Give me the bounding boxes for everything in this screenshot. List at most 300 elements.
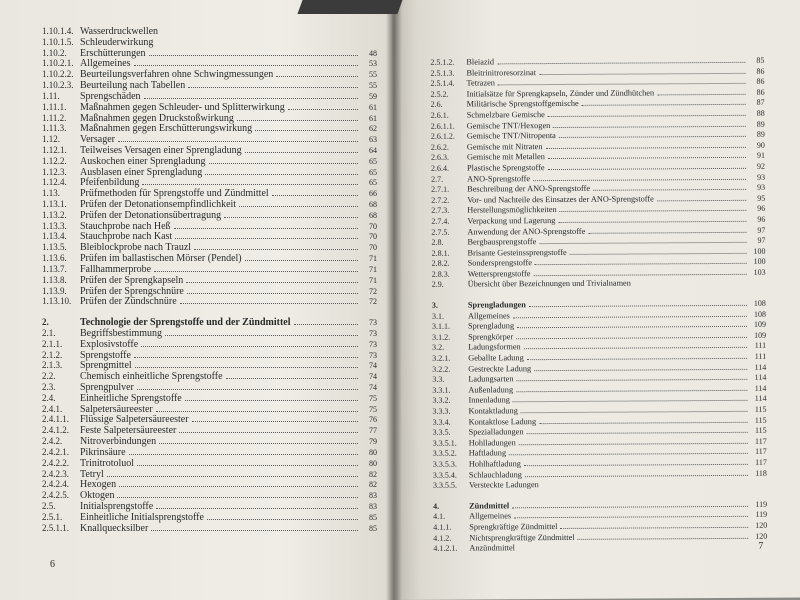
toc-section-title: Militärische Sprengstoffgemische: [466, 99, 579, 109]
toc-page-number: 115: [754, 425, 767, 435]
toc-page-number: 89: [756, 129, 765, 139]
toc-section-number: 2.1.3.: [42, 360, 63, 371]
toc-row: [42, 134, 377, 145]
toc-leader-dots: [137, 389, 358, 390]
toc-row: [42, 447, 377, 458]
toc-leader-dots: [559, 136, 746, 138]
toc-section-title: Nitroverbindungen: [80, 436, 157, 448]
toc-leader-dots: [518, 548, 748, 550]
toc-section-title: Prüfen der Detonationsübertragung: [80, 209, 222, 221]
toc-leader-dots: [276, 76, 358, 77]
toc-page-number: 88: [756, 108, 765, 118]
toc-section-title: Spezialladungen: [468, 427, 524, 437]
toc-leader-dots: [548, 168, 746, 170]
toc-leader-dots: [527, 358, 747, 360]
toc-section-title: Innenladung: [468, 395, 510, 405]
toc-page-number: 115: [754, 404, 767, 414]
toc-section-title: Oktogen: [80, 490, 115, 502]
toc-row: [42, 156, 377, 167]
toc-section-title: Geballte Ladung: [468, 353, 524, 363]
toc-leader-dots: [570, 253, 747, 255]
toc-section-number: 1.13.4.: [42, 231, 67, 242]
toc-leader-dots: [542, 485, 748, 487]
toc-row: [42, 350, 377, 361]
toc-section-title: Verpackung und Lagerung: [467, 215, 556, 226]
toc-page-number: 68: [369, 200, 377, 209]
toc-row: [42, 523, 377, 534]
toc-section-title: Maßnahmen gegen Erschütterungswirkung: [80, 123, 253, 135]
toc-section-title: Kontaktlose Ladung: [468, 416, 537, 427]
toc-page-number: 63: [369, 135, 377, 145]
toc-row: [42, 37, 377, 48]
toc-leader-dots: [657, 94, 745, 96]
toc-leader-dots: [188, 87, 358, 88]
toc-row: [42, 328, 377, 339]
toc-leader-dots: [194, 249, 358, 250]
toc-section-number: 2.6.4.: [431, 163, 450, 173]
toc-leader-dots: [187, 293, 358, 294]
toc-row: [42, 414, 377, 425]
toc-leader-dots: [497, 62, 745, 65]
toc-section-number: 3.3.: [432, 374, 445, 384]
right-folio: 7: [758, 540, 764, 552]
toc-row: [42, 26, 377, 37]
toc-row: [42, 360, 377, 371]
toc-section-number: 1.13.2.: [42, 209, 67, 220]
toc-section-number: 4.1.2.1.: [433, 543, 458, 553]
toc-leader-dots: [239, 206, 358, 207]
toc-section-title: Anwendung der ANO-Sprengstoffe: [467, 226, 586, 237]
toc-section-title: Gestreckte Ladung: [468, 363, 532, 374]
toc-section-number: 1.12.3.: [42, 166, 67, 177]
toc-section-number: 1.10.2.2.: [42, 69, 74, 80]
toc-page-number: 65: [369, 156, 377, 166]
toc-section-number: 1.10.1.4.: [42, 26, 74, 36]
toc-leader-dots: [255, 130, 358, 131]
toc-section-title: Hohlladungen: [468, 438, 516, 448]
toc-section-number: 2.6.1.2.: [430, 131, 455, 141]
toc-page-number: 82: [369, 469, 377, 479]
toc-section-title: Brisante Gesteinssprengstoffe: [467, 247, 567, 258]
toc-section-number: 2.4.: [42, 392, 56, 403]
toc-section-title: Zündmittel: [469, 501, 510, 511]
toc-section-title: Beschreibung der ANO-Sprengstoffe: [467, 183, 591, 194]
toc-section-title: Tetryl: [80, 468, 104, 480]
toc-section-number: 2.4.2.4.: [42, 479, 69, 490]
toc-page-number: 108: [753, 309, 766, 319]
toc-section-number: 2.4.1.: [42, 403, 63, 414]
toc-section-title: Prüfen der Zündschnüre: [80, 296, 177, 308]
toc-section-title: Auskochen einer Sprengladung: [80, 155, 206, 167]
toc-page-number: 96: [757, 204, 766, 214]
toc-page-number: 95: [757, 193, 766, 203]
toc-section-title: Ladungsarten: [468, 374, 514, 384]
toc-section-title: Schleuderwirkung: [80, 36, 154, 48]
book-gutter: [386, 0, 402, 600]
toc-section-number: 3.2.: [432, 343, 445, 353]
toc-leader-dots: [192, 421, 358, 422]
toc-page-number: 53: [369, 59, 377, 69]
toc-section-title: Allgemeines: [80, 58, 131, 70]
toc-section-number: 2.6.: [430, 100, 443, 110]
toc-section-number: 2.2.: [42, 371, 56, 382]
toc-section-number: 1.11.: [42, 90, 60, 101]
toc-leader-dots: [294, 324, 359, 325]
toc-leader-dots: [141, 346, 358, 347]
toc-row: [42, 490, 377, 501]
toc-leader-dots: [516, 390, 747, 392]
toc-page-number: 86: [756, 76, 765, 86]
toc-leader-dots: [159, 443, 358, 444]
toc-page-number: 120: [755, 531, 768, 541]
toc-leader-dots: [174, 228, 358, 229]
toc-leader-dots: [135, 367, 358, 368]
toc-section-number: 4.1.: [433, 512, 446, 522]
toc-leader-dots: [521, 411, 748, 413]
toc-section-number: 3.3.5.2.: [432, 448, 457, 459]
toc-section-number: 1.13.7.: [42, 263, 67, 274]
toc-leader-dots: [560, 210, 747, 212]
toc-row: [42, 286, 377, 297]
toc-row: [42, 231, 377, 242]
toc-leader-dots: [593, 189, 746, 191]
toc-leader-dots: [545, 147, 745, 149]
toc-section-title: Außenladung: [468, 385, 514, 395]
toc-leader-dots: [151, 530, 358, 531]
toc-leader-dots: [588, 231, 746, 233]
toc-page-number: 111: [754, 351, 767, 361]
toc-leader-dots: [533, 178, 746, 180]
toc-section-number: 1.12.1.: [42, 144, 67, 155]
toc-row: [42, 339, 377, 350]
toc-section-title: Bleiblockprobe nach Trauzl: [80, 242, 192, 254]
toc-section-number: 2.8.2.: [431, 258, 450, 269]
toc-page-number: 89: [756, 119, 765, 129]
toc-leader-dots: [526, 432, 747, 434]
toc-page-number: 74: [369, 372, 377, 382]
toc-section-number: 2.9.: [431, 280, 444, 290]
toc-leader-dots: [245, 260, 358, 261]
toc-section-number: 4.1.2.: [433, 533, 452, 543]
toc-section-title: Bergbausprengstoffe: [467, 237, 537, 247]
toc-section-title: Versteckte Ladungen: [468, 480, 539, 490]
toc-page-number: 93: [757, 172, 766, 182]
toc-leader-dots: [237, 120, 358, 121]
toc-leader-dots: [180, 303, 358, 304]
toc-page-number: 100: [753, 257, 766, 267]
toc-section-number: 2.7.5.: [431, 227, 450, 237]
toc-page-number: 70: [369, 232, 377, 242]
toc-section-title: Bleitrinitroresorzinat: [466, 67, 537, 78]
toc-page-number: 55: [369, 81, 377, 91]
toc-row: [42, 123, 377, 134]
toc-leader-dots: [498, 83, 746, 86]
toc-section-number: 4.: [433, 501, 440, 511]
toc-section-title: Stauchprobe nach Kast: [80, 231, 173, 243]
toc-section-number: 3.1.1.: [431, 321, 451, 332]
toc-leader-dots: [634, 284, 747, 286]
toc-page-number: 76: [369, 415, 377, 425]
toc-section-title: Einheitliche Sprengstoffe: [80, 392, 182, 404]
toc-section-number: 3.1.: [431, 311, 444, 321]
toc-section-number: 2.5.: [42, 500, 56, 511]
toc-section-title: Initialsprengstoffe: [80, 500, 154, 512]
toc-row: [42, 113, 377, 124]
toc-section-title: Herstellungsmöglichkeiten: [467, 205, 557, 215]
toc-row: [42, 458, 377, 469]
toc-page-number: 77: [369, 426, 377, 436]
toc-section-title: Einheitliche Initialsprengstoffe: [80, 511, 204, 523]
toc-section-title: Trinitrotoluol: [80, 457, 135, 469]
toc-leader-dots: [161, 33, 358, 34]
toc-leader-dots: [209, 163, 358, 164]
toc-page-number: 97: [757, 235, 766, 245]
toc-leader-dots: [512, 506, 748, 508]
toc-section-number: 2.8.: [431, 237, 444, 247]
toc-page-number: 92: [756, 161, 766, 171]
toc-page-number: 119: [755, 510, 768, 520]
toc-leader-dots: [185, 400, 358, 401]
toc-page-number: 73: [369, 328, 377, 338]
toc-section-title: Salpetersäureester: [80, 403, 153, 415]
toc-leader-dots: [156, 508, 358, 509]
toc-section-number: 1.10.2.1.: [42, 58, 74, 69]
toc-page-number: 74: [369, 361, 377, 371]
toc-page-number: 114: [754, 383, 767, 393]
toc-section-title: Technologie der Sprengstoffe und der Zündmittel: [80, 317, 291, 329]
toc-section-title: Prüfen der Sprengschnüre: [80, 285, 184, 297]
toc-row: [42, 253, 377, 264]
toc-section-title: Sprengpulver: [80, 382, 134, 393]
toc-section-title: Haftladung: [468, 448, 507, 458]
toc-page-number: 71: [369, 264, 377, 274]
toc-section-number: 2.1.2.: [42, 349, 63, 360]
toc-leader-dots: [156, 44, 358, 45]
toc-page-number: 73: [369, 318, 377, 328]
toc-section-number: 1.12.4.: [42, 177, 67, 188]
toc-section-number: 3.3.1.: [432, 385, 451, 395]
toc-leader-dots: [137, 465, 358, 466]
toc-section-title: Nichtsprengkräftige Zündmittel: [469, 532, 575, 543]
toc-page-number: 117: [754, 436, 767, 446]
toc-page-number: 96: [757, 214, 766, 224]
toc-section-title: Wasserdruckwellen: [80, 26, 159, 37]
toc-section-title: Kontaktladung: [468, 406, 518, 416]
toc-section-title: Chemisch einheitliche Sprengstoffe: [80, 371, 223, 383]
toc-leader-dots: [207, 519, 358, 520]
toc-leader-dots: [539, 421, 747, 423]
toc-section-number: 2.: [42, 317, 49, 328]
toc-page-number: 73: [369, 339, 377, 349]
toc-section-number: 2.5.2.: [430, 89, 449, 99]
toc-leader-dots: [529, 305, 747, 307]
toc-leader-dots: [657, 200, 746, 202]
toc-section-title: Hohlhaftladung: [468, 459, 521, 469]
toc-leader-dots: [144, 98, 358, 99]
toc-section-title: Sondersprengstoffe: [467, 258, 533, 268]
toc-chapter-row: [42, 317, 377, 328]
toc-leader-dots: [517, 326, 747, 328]
toc-section-title: Explosivstoffe: [80, 338, 139, 350]
toc-leader-dots: [142, 184, 358, 185]
toc-section-number: 3.3.4.: [432, 417, 451, 427]
toc-page-number: 117: [755, 457, 767, 467]
toc-section-title: Maßnahmen gegen Schleuder- und Splitterwirkung: [80, 101, 285, 113]
toc-leader-dots: [539, 72, 745, 74]
toc-page-number: 83: [369, 491, 377, 501]
toc-row: [42, 501, 377, 512]
toc-section-number: 2.5.1.4.: [430, 78, 455, 88]
toc-section-number: 2.7.3.: [431, 205, 450, 216]
toc-section-number: 1.13.6.: [42, 253, 67, 264]
toc-leader-dots: [288, 109, 358, 110]
toc-row: [42, 221, 377, 232]
toc-row: [42, 58, 377, 69]
toc-section-title: Beurteilungsverfahren ohne Schwingmessungen: [80, 69, 274, 81]
toc-row: [42, 371, 377, 382]
toc-section-number: 2.8.3.: [431, 269, 450, 279]
toc-page-number: 97: [757, 225, 766, 235]
toc-section-number: 3.1.2.: [432, 332, 451, 342]
toc-page-number: 114: [754, 362, 767, 372]
toc-section-title: Übersicht über Bezeichnungen und Trivialnamen: [467, 279, 631, 290]
toc-section-title: Sprengladung: [467, 321, 515, 331]
toc-leader-dots: [535, 263, 747, 265]
toc-section-number: 1.10.2.3.: [42, 80, 74, 91]
toc-section-title: Gemische mit Nitraten: [466, 141, 543, 152]
toc-row: [42, 48, 377, 59]
toc-section-number: 2.7.1.: [431, 184, 450, 194]
toc-leader-dots: [186, 282, 358, 283]
toc-leader-dots: [558, 221, 746, 223]
toc-section-number: 1.13.5.: [42, 242, 67, 253]
toc-leader-dots: [524, 464, 748, 466]
section-spacer: [42, 307, 377, 317]
toc-leader-dots: [513, 400, 748, 402]
toc-page-number: 103: [753, 267, 766, 277]
toc-leader-dots: [513, 315, 747, 317]
toc-page-number: 117: [755, 447, 767, 457]
toc-section-title: Schlauchladung: [468, 469, 522, 480]
toc-leader-dots: [509, 453, 748, 455]
toc-section-number: 3.3.3.: [432, 406, 451, 416]
toc-section-number: 2.5.1.2.: [430, 57, 455, 67]
toc-row: [42, 177, 377, 188]
left-toc: [42, 26, 377, 533]
toc-page-number: 74: [369, 383, 377, 392]
toc-section-number: 1.13.: [42, 188, 60, 199]
toc-leader-dots: [560, 527, 748, 529]
toc-page-number: 100: [753, 246, 766, 256]
toc-leader-dots: [516, 337, 747, 339]
toc-page-number: 64: [369, 145, 377, 155]
toc-leader-dots: [548, 115, 746, 117]
toc-row: [42, 264, 377, 275]
toc-leader-dots: [533, 274, 746, 276]
toc-section-number: 2.4.2.2.: [42, 457, 69, 468]
toc-section-title: Gemische mit Metallen: [466, 152, 545, 162]
toc-section-number: 3.2.2.: [432, 364, 451, 374]
toc-row: [42, 145, 377, 156]
toc-page-number: 83: [369, 501, 377, 511]
toc-section-title: Beurteilung nach Tabellen: [80, 80, 186, 92]
toc-section-number: 2.6.1.: [430, 110, 449, 120]
toc-page-number: 85: [369, 523, 377, 533]
toc-leader-dots: [149, 55, 358, 56]
toc-page-number: 59: [369, 91, 377, 101]
toc-section-title: Sprengstoffe: [80, 349, 131, 361]
toc-leader-dots: [156, 411, 358, 412]
toc-leader-dots: [118, 141, 358, 142]
toc-section-number: 2.7.2.: [431, 195, 450, 205]
toc-section-number: 1.11.1.: [42, 101, 67, 112]
toc-page-number: 108: [753, 298, 766, 308]
toc-section-title: Prüfen der Detonationsempfindlichkeit: [80, 199, 237, 210]
toc-section-number: 1.13.10.: [42, 296, 72, 307]
toc-page-number: 111: [754, 341, 767, 351]
toc-row: [42, 425, 377, 436]
toc-section-number: 3.3.5.4.: [432, 470, 457, 480]
toc-section-number: 3.3.5.: [432, 427, 451, 437]
toc-leader-dots: [175, 238, 358, 239]
toc-leader-dots: [179, 432, 358, 433]
toc-page-number: 85: [756, 55, 765, 65]
toc-row: [42, 69, 377, 80]
toc-section-title: Initialsätze für Sprengkapseln, Zünder und Zündhütchen: [466, 88, 655, 99]
toc-section-number: 1.10.1.5.: [42, 36, 74, 47]
toc-leader-dots: [539, 242, 746, 244]
toc-section-title: Pikrinsäure: [80, 446, 126, 458]
toc-section-title: Ladungsformen: [468, 342, 521, 352]
toc-leader-dots: [582, 104, 746, 106]
toc-section-number: 2.4.1.1.: [42, 414, 69, 425]
toc-page-number: 68: [369, 210, 377, 220]
toc-row: [42, 393, 377, 404]
toc-section-number: 2.8.1.: [431, 248, 450, 258]
toc-leader-dots: [134, 357, 358, 358]
toc-row: [42, 436, 377, 447]
toc-leader-dots: [272, 195, 358, 196]
toc-section-title: Pfeifenbildung: [80, 177, 140, 189]
toc-section-title: Anzündmittel: [469, 543, 516, 553]
toc-section-title: Sprengmittel: [80, 360, 132, 372]
toc-page-number: 72: [369, 286, 377, 296]
toc-page-number: 73: [369, 350, 377, 360]
toc-page-number: 75: [369, 404, 377, 414]
toc-row: [42, 167, 377, 178]
toc-section-title: Versager: [80, 134, 115, 146]
toc-section-title: Wettersprengstoffe: [467, 269, 531, 279]
toc-page-number: 65: [369, 167, 377, 177]
toc-section-title: Knallquecksilber: [80, 522, 149, 534]
right-page: [392, 0, 800, 600]
toc-section-title: Erschütterungen: [80, 47, 146, 59]
toc-section-title: Bleiazid: [466, 57, 495, 67]
toc-section-title: Allgemeines: [469, 511, 512, 521]
toc-section-title: Sprengladungen: [467, 300, 526, 310]
toc-leader-dots: [117, 497, 358, 498]
toc-section-number: 2.6.1.1.: [430, 121, 455, 131]
toc-row: [42, 275, 377, 286]
toc-section-title: Maßnahmen gegen Druckstoßwirkung: [80, 112, 234, 124]
toc-section-title: Fallhammerprobe: [80, 263, 152, 275]
toc-row: [42, 469, 377, 480]
toc-leader-dots: [205, 174, 358, 175]
toc-leader-dots: [165, 335, 358, 336]
toc-section-number: 2.4.1.2.: [42, 425, 69, 436]
toc-page-number: 109: [753, 319, 767, 330]
toc-page-number: 48: [369, 48, 377, 58]
